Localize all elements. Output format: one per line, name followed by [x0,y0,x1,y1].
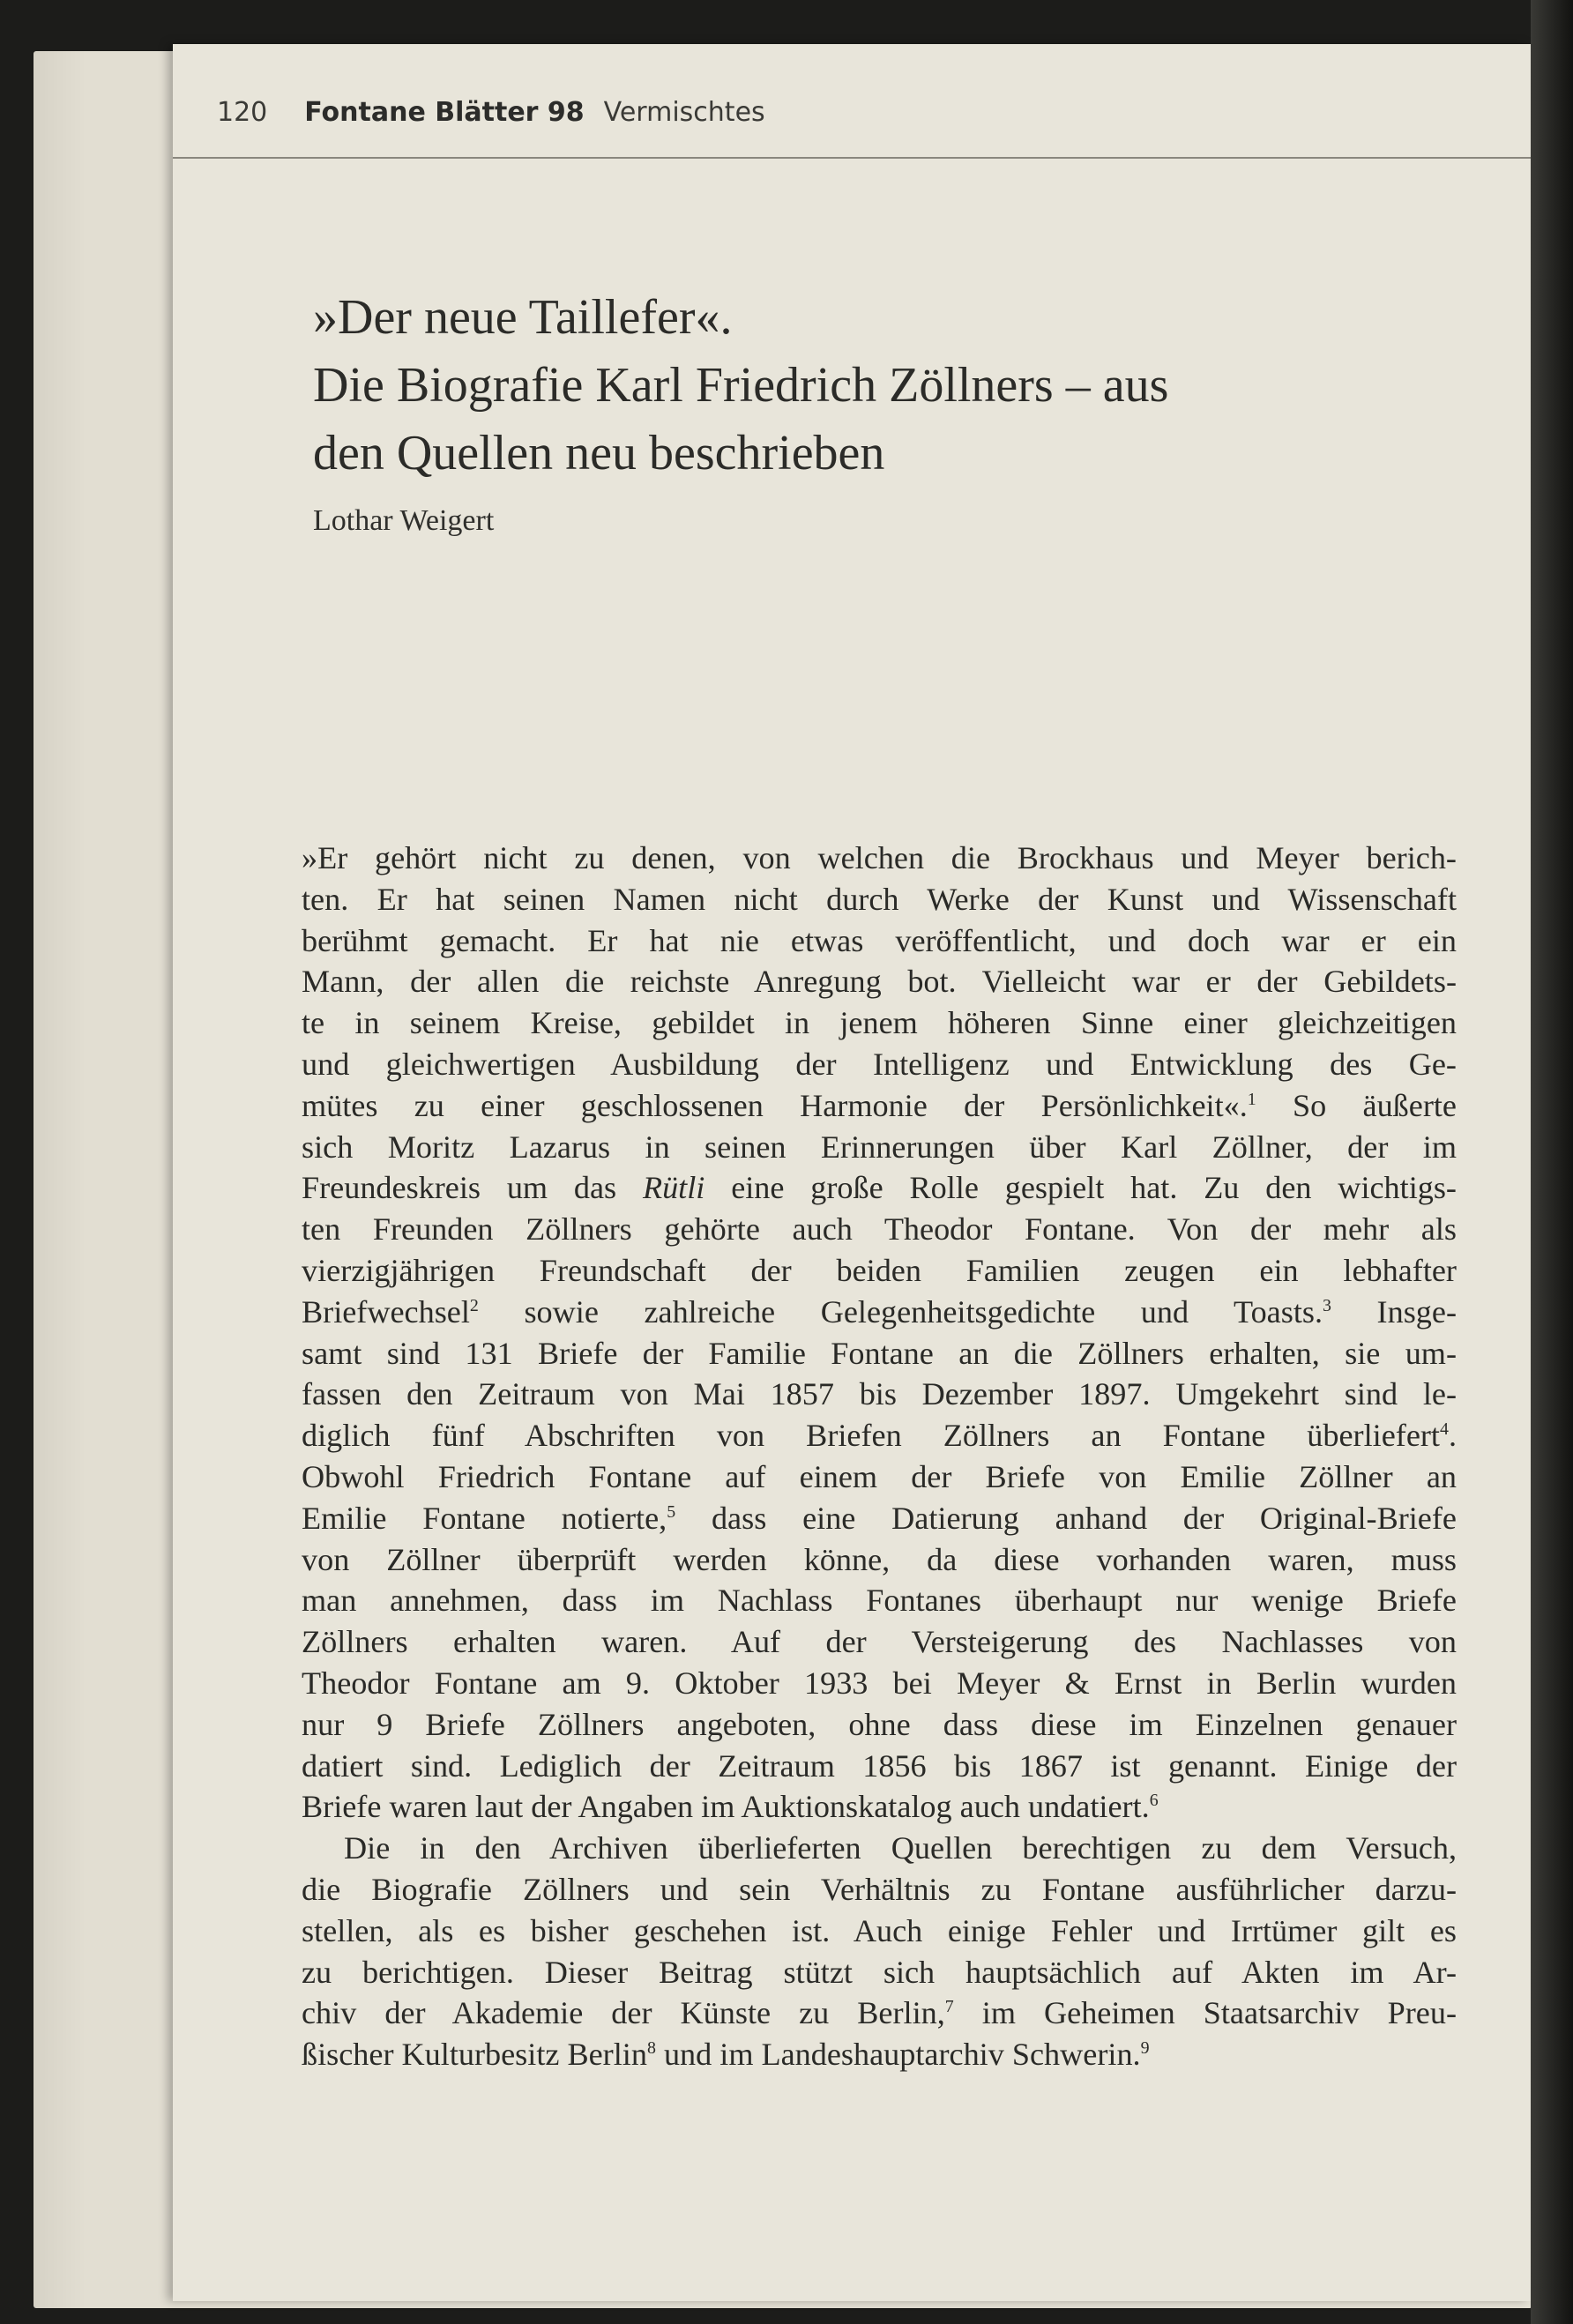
title-line: den Quellen neu beschrieben [313,426,885,480]
article-title [313,284,1371,488]
body-line: »Er gehört nicht zu denen, von welchen die Brockhaus und Meyer berich- [302,840,1457,875]
body-line: Briefe waren laut der Angaben im Auktionskatalog auch undatiert.$^6$ [302,1789,1159,1825]
body-line: ten. Er hat seinen Namen nicht durch Werke der Kunst und Wissenschaft [302,881,1457,917]
body-line: nur 9 Briefe Zöllners angeboten, ohne dass diese im Einzelnen genauer [302,1706,1457,1742]
page-number: 120 [217,97,268,128]
footnote-ref: 8 [646,2038,656,2059]
body-line: berühmt gemacht. Er hat nie etwas veröffentlicht, und doch war er ein [302,922,1457,958]
title-line: »Der neue Taillefer«. [313,290,733,345]
body-line: chiv der Akademie der Künste zu Berlin,$^7$ im Geheimen Staatsarchiv Preu- [302,1995,1457,2031]
title-line: Die Biografie Karl Friedrich Zöllners – aus [313,358,1169,413]
body-line: ßischer Kulturbesitz Berlin$^8$ und im Landeshauptarchiv Schwerin.$^9$ [302,2037,1150,2073]
footnote-ref: 4 [1440,1419,1449,1440]
footnote-ref: 6 [1149,1791,1159,1811]
body-line: Zöllners erhalten waren. Auf der Versteigerung des Nachlasses von [302,1624,1457,1660]
body-line: zu berichtigen. Dieser Beitrag stützt sich hauptsächlich auf Akten im Ar- [302,1954,1457,1990]
article-body [302,838,1457,2075]
body-line: diglich fünf Abschriften von Briefen Zöllners an Fontane überliefert$^4$. [302,1418,1457,1454]
body-line: ten Freunden Zöllners gehörte auch Theodor Fontane. Von der mehr als [302,1211,1457,1248]
body-line: man annehmen, dass im Nachlass Fontanes überhaupt nur wenige Briefe [302,1583,1457,1619]
body-line: mütes zu einer geschlossenen Harmonie der Persönlichkeit«.$^1$ So äußerte [302,1087,1457,1123]
body-line: stellen, als es bisher geschehen ist. Auch einige Fehler und Irrtümer gilt es [302,1912,1457,1948]
body-line: Theodor Fontane am 9. Oktober 1933 bei Meyer & Ernst in Berlin wurden [302,1665,1457,1701]
footnote-ref: 7 [944,1997,954,2017]
body-line: datiert sind. Lediglich der Zeitraum 1856 bis 1867 ist genannt. Einige der [302,1747,1457,1784]
body-line: fassen den Zeitraum von Mai 1857 bis Dezember 1897. Umgekehrt sind le- [302,1376,1457,1412]
body-line: vierzigjährigen Freundschaft der beiden Familien zeugen ein lebhafter [302,1252,1457,1288]
footnote-ref: 2 [469,1295,479,1315]
book-spine-shadow [1531,0,1573,2324]
body-line: sich Moritz Lazarus in seinen Erinnerungen über Karl Zöllner, der im [302,1128,1457,1165]
footnote-ref: 1 [1247,1089,1256,1109]
body-line: Freundeskreis um das Rütli eine große Rolle gespielt hat. Zu den wichtigs- [302,1170,1457,1206]
running-header [217,97,765,141]
body-line: Obwohl Friedrich Fontane auf einem der Briefe von Emilie Zöllner an [302,1458,1457,1494]
body-line: von Zöllner überprüft werden könne, da diese vorhanden waren, muss [302,1541,1457,1577]
body-line: te in seinem Kreise, gebildet in jenem höheren Sinne einer gleichzeitigen [302,1005,1457,1041]
italic-term: Rütli [642,1170,705,1206]
journal-title: Fontane Blätter 98 [304,97,585,128]
body-line: samt sind 131 Briefe der Familie Fontane an die Zöllners erhalten, sie um- [302,1335,1457,1371]
body-line: Die in den Archiven überlieferten Quellen berechtigen zu dem Versuch, [344,1830,1457,1866]
footnote-ref: 9 [1140,2038,1150,2059]
footnote-ref: 5 [667,1501,676,1522]
footnote-ref: 3 [1323,1295,1331,1315]
body-line: und gleichwertigen Ausbildung der Intelligenz und Entwicklung des Ge- [302,1046,1457,1082]
body-line: Mann, der allen die reichste Anregung bot. Vielleicht war er der Gebildets- [302,964,1457,1000]
article-author: Lothar Weigert [313,504,495,537]
section-name: Vermischtes [603,97,765,128]
body-line: Briefwechsel$^2$ sowie zahlreiche Gelegenheitsgedichte und Toasts.$^3$ Insge- [302,1293,1457,1330]
body-line: Emilie Fontane notierte,$^5$ dass eine Datierung anhand der Original-Briefe [302,1500,1457,1536]
body-line: die Biografie Zöllners und sein Verhältnis zu Fontane ausführlicher darzu- [302,1871,1457,1907]
header-rule [173,157,1531,159]
